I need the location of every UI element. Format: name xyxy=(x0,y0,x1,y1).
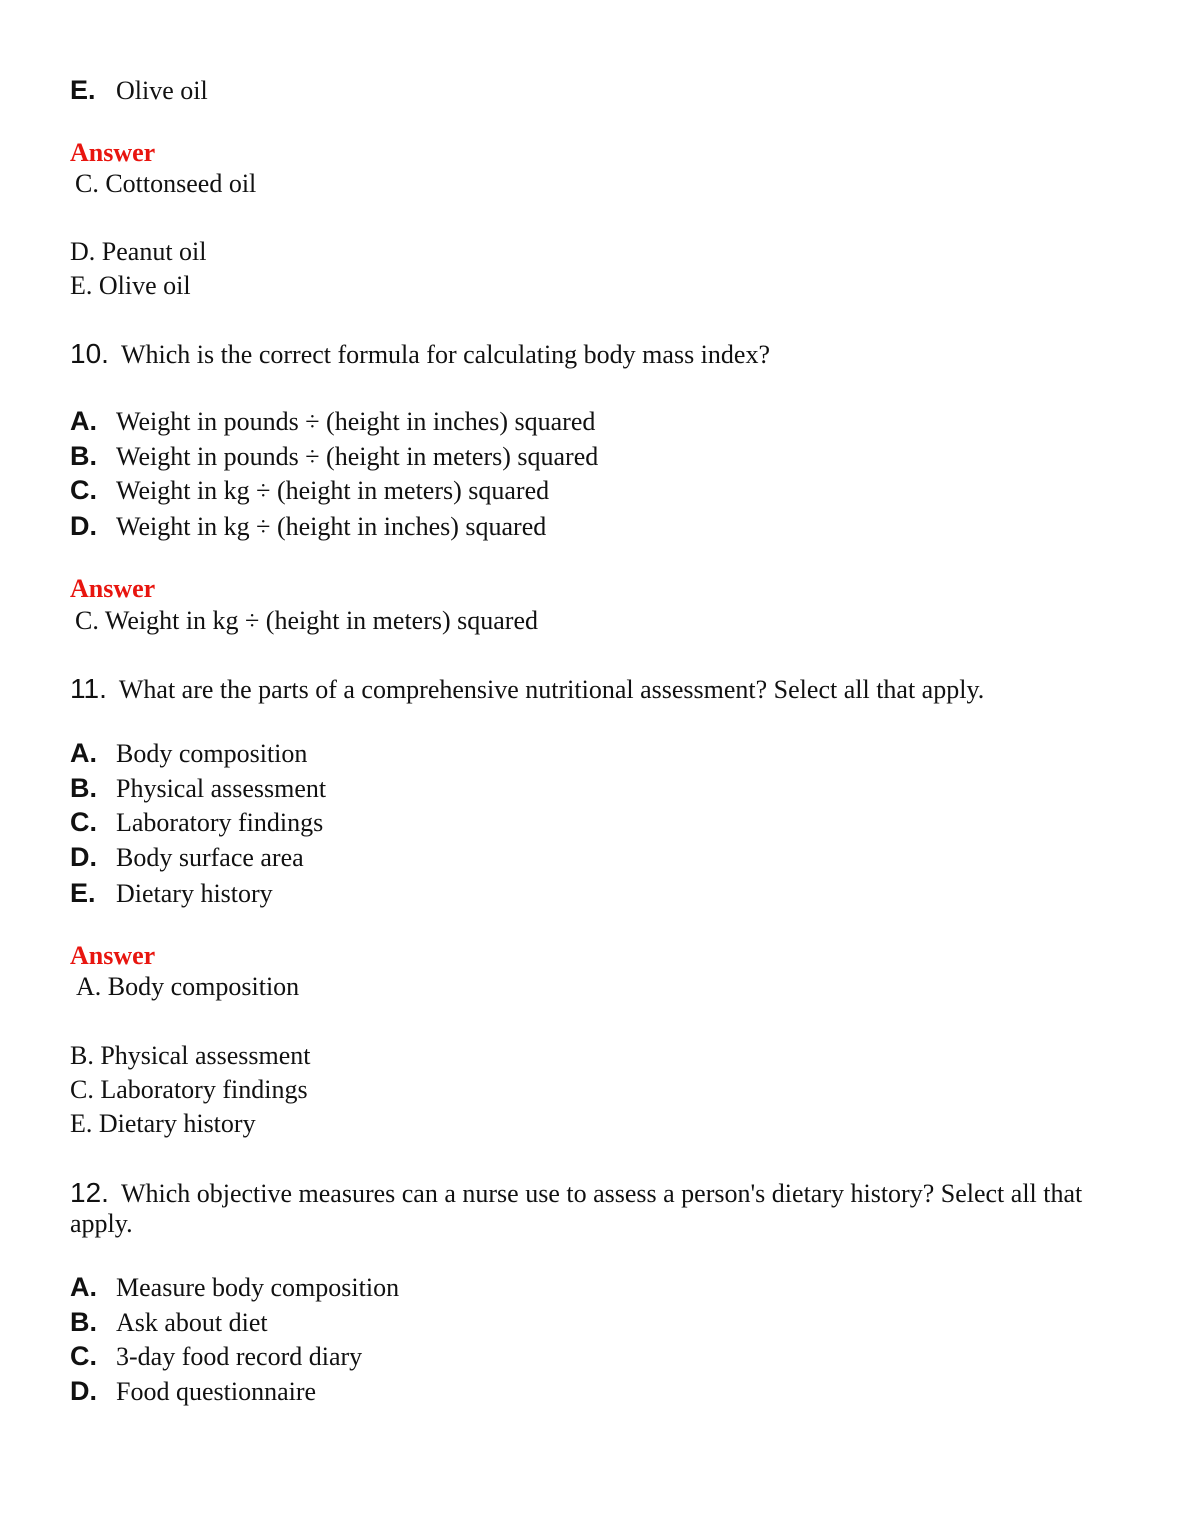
question-number: 12. xyxy=(70,1177,109,1208)
option-letter: E. xyxy=(70,75,96,105)
q10-option-a xyxy=(70,406,595,437)
option-letter: A. xyxy=(70,406,97,436)
option-text: Physical assessment xyxy=(116,774,327,803)
q9-answer-line: E. Olive oil xyxy=(70,271,191,300)
option-text: Weight in kg ÷ (height in inches) squared xyxy=(116,512,547,541)
option-letter: C. xyxy=(70,475,97,505)
q10-option-c xyxy=(70,475,549,506)
option-text: Weight in pounds ÷ (height in inches) squared xyxy=(116,407,596,436)
option-letter: A. xyxy=(70,1272,97,1302)
q10-answer-label: Answer xyxy=(70,574,156,603)
option-letter: E. xyxy=(70,878,96,908)
option-text: 3-day food record diary xyxy=(116,1342,363,1371)
q11-option-b xyxy=(70,773,326,804)
q9-answer-line: C. Cottonseed oil xyxy=(75,169,257,198)
q12-option-c xyxy=(70,1341,362,1372)
option-text: Dietary history xyxy=(116,879,273,908)
q11-answer-line: C. Laboratory findings xyxy=(70,1075,308,1104)
option-text: Measure body composition xyxy=(116,1273,400,1302)
q12-question xyxy=(70,1178,1100,1239)
option-letter: D. xyxy=(70,1376,97,1406)
option-letter: B. xyxy=(70,1307,97,1337)
q12-option-a xyxy=(70,1272,399,1303)
q11-option-d xyxy=(70,842,304,873)
q10-answer-line: C. Weight in kg ÷ (height in meters) squared xyxy=(75,606,538,635)
option-text: Olive oil xyxy=(116,76,208,105)
question-number: 11. xyxy=(70,673,107,704)
option-letter: A. xyxy=(70,738,97,768)
q11-answer-line: E. Dietary history xyxy=(70,1109,256,1138)
q9-option-e xyxy=(70,75,208,106)
option-letter: B. xyxy=(70,441,97,471)
option-letter: D. xyxy=(70,511,97,541)
q11-answer-line: B. Physical assessment xyxy=(70,1041,311,1070)
question-text: Which is the correct formula for calculating body mass index? xyxy=(120,340,770,369)
option-text: Body composition xyxy=(116,739,308,768)
option-letter: D. xyxy=(70,842,97,872)
q11-option-e xyxy=(70,878,273,909)
q10-option-d xyxy=(70,511,546,542)
question-text: What are the parts of a comprehensive nutritional assessment? Select all that apply. xyxy=(118,675,985,704)
question-number: 10. xyxy=(70,338,109,369)
option-text: Weight in kg ÷ (height in meters) squared xyxy=(116,476,550,505)
option-text: Weight in pounds ÷ (height in meters) squared xyxy=(116,442,599,471)
q11-answer-label: Answer xyxy=(70,941,156,970)
option-text: Food questionnaire xyxy=(116,1377,317,1406)
option-text: Ask about diet xyxy=(116,1308,268,1337)
question-text: Which objective measures can a nurse use to assess a person's dietary history? Select all that apply. xyxy=(70,1179,1083,1238)
q12-option-d xyxy=(70,1376,316,1407)
q10-option-b xyxy=(70,441,598,472)
q11-question xyxy=(70,674,984,705)
q12-option-b xyxy=(70,1307,268,1338)
option-letter: B. xyxy=(70,773,97,803)
q10-question xyxy=(70,339,770,370)
option-text: Body surface area xyxy=(116,843,304,872)
q9-answer-line: D. Peanut oil xyxy=(70,237,207,266)
option-text: Laboratory findings xyxy=(116,808,324,837)
option-letter: C. xyxy=(70,807,97,837)
q9-answer-label: Answer xyxy=(70,138,156,167)
option-letter: C. xyxy=(70,1341,97,1371)
q11-answer-line: A. Body composition xyxy=(76,972,300,1001)
q11-option-a xyxy=(70,738,307,769)
q11-option-c xyxy=(70,807,323,838)
